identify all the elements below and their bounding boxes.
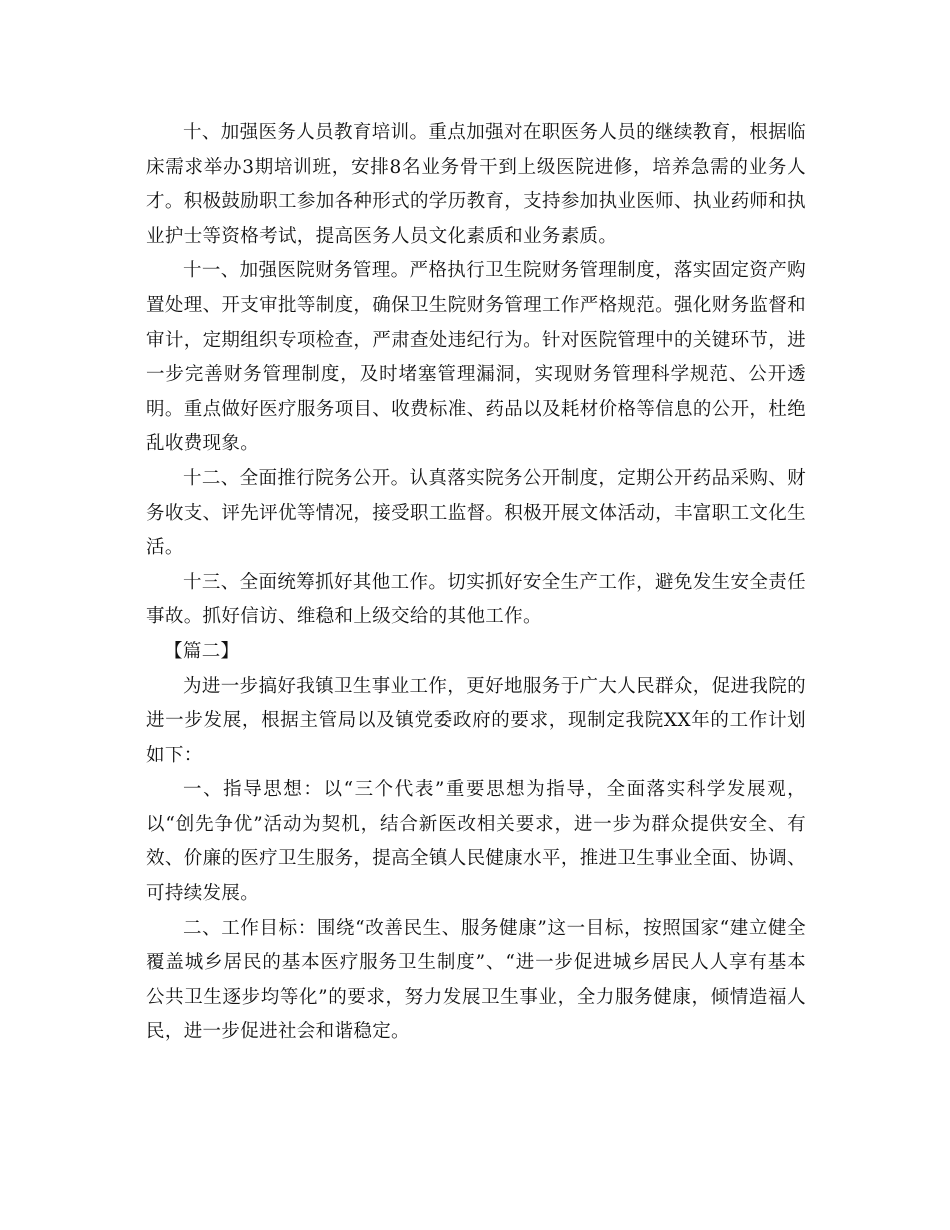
paragraph-training: 十、加强医务人员教育培训。重点加强对在职医务人员的继续教育，根据临床需求举办3期培训班，安排8名业务骨干到上级医院进修，培养急需的业务人才。积极鼓励职工参加各种形式的学历教育，支持参加执业医师、执业药师和执业护士等资格考试，提高医务人员文化素质和业务素质。 xyxy=(146,122,806,247)
paragraph-finance: 十一、加强医院财务管理。严格执行卫生院财务管理制度，落实固定资产购置处理、开支审批等制度，确保卫生院财务管理工作严格规范。强化财务监督和审计，定期组织专项检查，严肃查处违纪行为。针对医院管理中的关键环节，进一步完善财务管理制度，及时堵塞管理漏洞，实现财务管理科学规范、公开透明。重点做好医疗服务项目、收费标准、药品以及耗材价格等信息的公开，杜绝乱收费现象。 xyxy=(146,260,806,455)
paragraph-intro: 为进一步搞好我镇卫生事业工作，更好地服务于广大人民群众，促进我院的进一步发展，根据主管局以及镇党委政府的要求，现制定我院XX年的工作计划如下： xyxy=(146,675,806,766)
paragraph-other-work: 十三、全面统筹抓好其他工作。切实抓好安全生产工作，避免发生安全责任事故。抓好信访、维稳和上级交给的其他工作。 xyxy=(146,571,806,628)
paragraph-guiding-ideology: 一、指导思想：以“三个代表”重要思想为指导，全面落实科学发展观，以“创先争优”活动为契机，结合新医改相关要求，进一步为群众提供安全、有效、价廉的医疗卫生服务，提高全镇人民健康水平，推进卫生事业全面、协调、可持续发展。 xyxy=(146,779,806,905)
paragraph-work-goals: 二、工作目标：围绕“改善民生、服务健康”这一目标，按照国家“建立健全覆盖城乡居民的基本医疗服务卫生制度”、“进一步促进城乡居民人人享有基本公共卫生逐步均等化”的要求，努力发展卫生事业，全力服务健康，倾情造福人民，进一步促进社会和谐稳定。 xyxy=(146,917,806,1043)
paragraph-transparency: 十二、全面推行院务公开。认真落实院务公开制度，定期公开药品采购、财务收支、评先评优等情况，接受职工监督。积极开展文体活动，丰富职工文化生活。 xyxy=(146,467,806,559)
section-heading: 【篇二】 xyxy=(164,640,240,662)
document-body xyxy=(146,116,806,1050)
